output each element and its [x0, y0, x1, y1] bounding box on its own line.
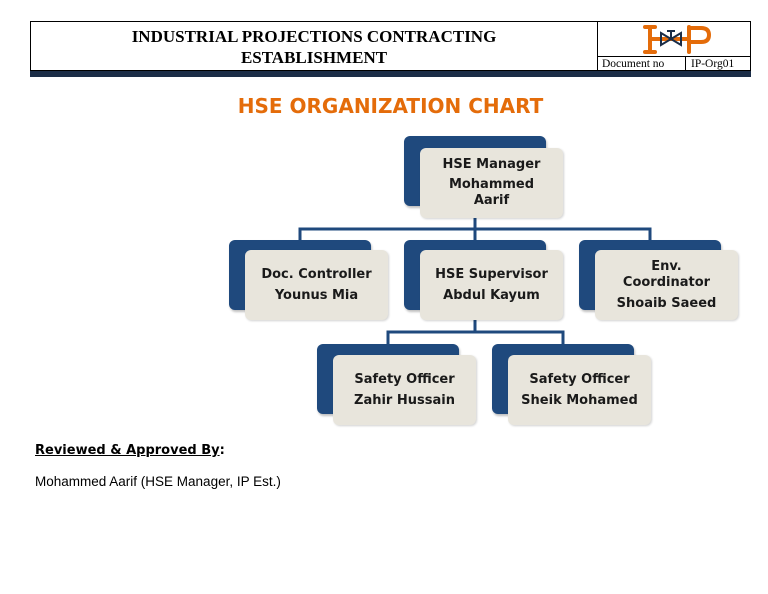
approval-heading-text: Reviewed & Approved By — [35, 443, 220, 458]
node-role: HSE Manager — [442, 157, 541, 172]
node-card — [420, 250, 563, 320]
node-person: Sheik Mohamed — [521, 392, 638, 408]
node-role: Safety Officer — [529, 371, 630, 387]
document-number-value: IP-Org01 — [691, 58, 735, 70]
node-person: Younus Mia — [274, 287, 359, 303]
node-role: Doc. Controller — [261, 266, 372, 282]
document-number-label: Document no — [602, 58, 665, 70]
approval-heading — [35, 443, 225, 458]
node-role: HSE Supervisor — [435, 266, 548, 282]
node-card — [245, 250, 388, 320]
node-role: Safety Officer — [354, 371, 455, 387]
approval-text: Mohammed Aarif (HSE Manager, IP Est.) — [35, 474, 281, 489]
node-card — [508, 355, 651, 425]
node-person: Abdul Kayum — [443, 287, 540, 303]
node-person: Mohammed Aarif — [448, 177, 535, 208]
company-name-line2: ESTABLISHMENT — [240, 47, 388, 67]
approval-heading-colon: : — [219, 443, 225, 458]
node-person: Zahir Hussain — [354, 392, 455, 408]
node-card — [333, 355, 476, 425]
node-person: Shoaib Saeed — [616, 295, 717, 311]
node-card — [420, 148, 563, 218]
node-card — [595, 250, 738, 320]
company-name-line1: INDUSTRIAL PROJECTIONS CONTRACTING — [131, 26, 497, 46]
chart-title: HSE ORGANIZATION CHART — [237, 94, 544, 118]
node-role: Env. Coordinator — [622, 258, 711, 290]
